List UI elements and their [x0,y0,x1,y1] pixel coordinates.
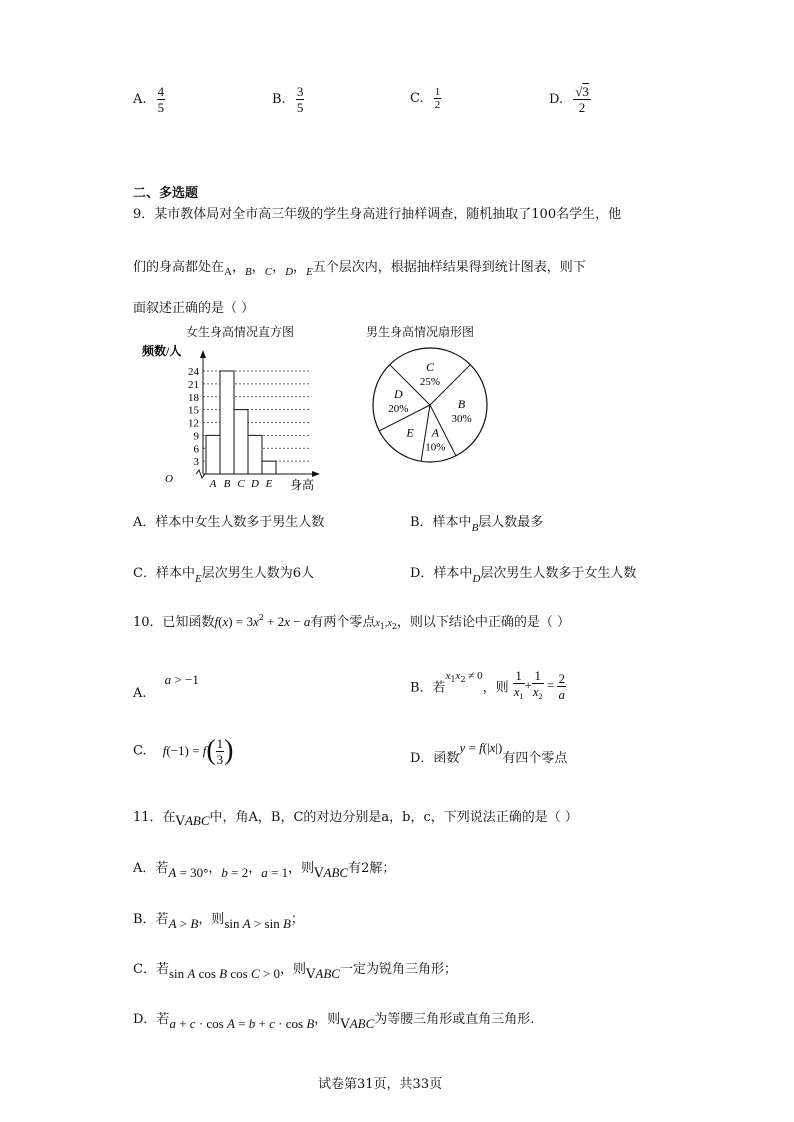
x-tick-label: B [223,478,231,490]
histogram-bar [206,435,220,474]
q10-option-a: A. a > −1 [133,672,199,701]
fraction: $\frac{√3}{2}$ [575,84,589,115]
x-tick-label: A [209,478,217,490]
pie-slice-value: 25% [419,376,441,388]
q9-option-b: B．样本中$_B$层人数最多 [410,515,544,534]
q8-option-b: B. $\frac{3}{5}$ [272,84,304,115]
q11-option-d: D．若a + c · cos A = b + c · cos B，则VABC为等腰三角形或直角三角形. [133,1012,535,1032]
fraction: $\frac{1}{2}$ [434,86,441,111]
page-footer: 试卷第31页，共33页 [318,1077,443,1092]
q10-option-c: C. f(−1) = f( $\frac{1}{3}$ ) [133,735,234,767]
pie-slice-value: 20% [388,402,409,415]
q9-option-d: D．样本中$_D$层次男生人数多于女生人数 [410,566,637,585]
fraction: $\frac{3}{5}$ [296,84,304,115]
fraction: $\frac{4}{5}$ [157,84,165,115]
pie-slice-value: 30% [451,413,472,426]
q8-option-a: A. $\frac{4}{5}$ [133,84,165,115]
y-tick-label: 21 [188,378,199,391]
y-tick-label: 3 [193,456,199,469]
histogram-origin: O [165,473,173,485]
x-tick-label: E [265,478,273,490]
y-tick-label: 15 [188,404,199,417]
y-tick-label: 18 [188,391,199,404]
histogram-bar [234,410,248,474]
pie-slice-label: E [406,425,414,440]
pie-chart [370,345,490,465]
q8-option-d: D. $\frac{√3}{2}$ [549,84,589,115]
x-tick-label: C [237,478,245,490]
y-tick-label: 12 [188,417,199,430]
pie-slice-value: 10% [425,441,446,454]
histogram-xticks [209,478,273,490]
histogram-chart [140,340,330,496]
q11-option-c: C．若sin A cos B cos C > 0，则VABC一定为锐角三角形； [133,962,457,982]
q9-stem-line2: 们的身高都处在$_A$，$_B$，$_C$，$_D$，$_E$五个层次内，根据抽样结果得到统计图表，则下 [133,260,586,278]
histogram-y-arrow [200,350,206,358]
q11-stem: 11．在VABC中，角A，B，C的对边分别是a，b，c，下列说法正确的是（ ） [133,810,578,829]
q10-option-b: B．若$^{x_1x_2 \ne 0}$，则 $\frac{1}{x_1}$ + $\frac{1}{x_2}$ = $\frac{2}{a}$ [410,668,565,702]
q10-option-d: D．函数y = f(|x|)有四个零点 [410,740,568,766]
section-title: 二、多选题 [133,186,199,201]
q8-option-c: C. $\frac{1}{2}$ [410,86,441,111]
pie-title: 男生身高情况扇形图 [366,325,475,339]
histogram-yticks [188,366,200,468]
formula: f [214,614,219,629]
y-tick-label: 24 [188,366,199,378]
x-tick-label: D [251,478,259,490]
pie-slice-label: C [425,360,435,374]
histogram-xlabel: 身高 [290,478,315,492]
histogram-x-arrow [312,471,320,477]
histogram-ylabel: 频数/人 [142,344,182,358]
histogram-bar [262,461,276,474]
histogram-bar [248,435,262,474]
pie-slice-label: B [457,397,466,412]
histogram-bar [220,371,234,474]
q11-option-a: A．若A = 30°，b = 2，a = 1，则VABC有2解； [133,861,396,881]
q11-option-b: B．若A > B，则sin A > sin B； [133,912,304,931]
q9-option-a: A．样本中女生人数多于男生人数 [133,515,325,530]
pie-slice-label: A [431,425,439,440]
y-tick-label: 9 [193,430,199,443]
q9-stem-line3: 面叙述正确的是（ ） [133,301,255,316]
y-tick-label: 6 [193,443,199,456]
q9-stem-line1: 9．某市教体局对全市高三年级的学生身高进行抽样调查，随机抽取了100名学生，他 [133,207,622,222]
q9-option-c: C．样本中$_E$层次男生人数为6人 [133,566,314,585]
histogram-title: 女生身高情况直方图 [186,325,295,339]
pie-slice-label: D [394,386,403,401]
q10-stem: 10．已知函数$f(x) = 3x^2 + 2x - a$有两个零点$x_1,x_2$，则以下结论中正确的是（ ） [133,613,571,631]
